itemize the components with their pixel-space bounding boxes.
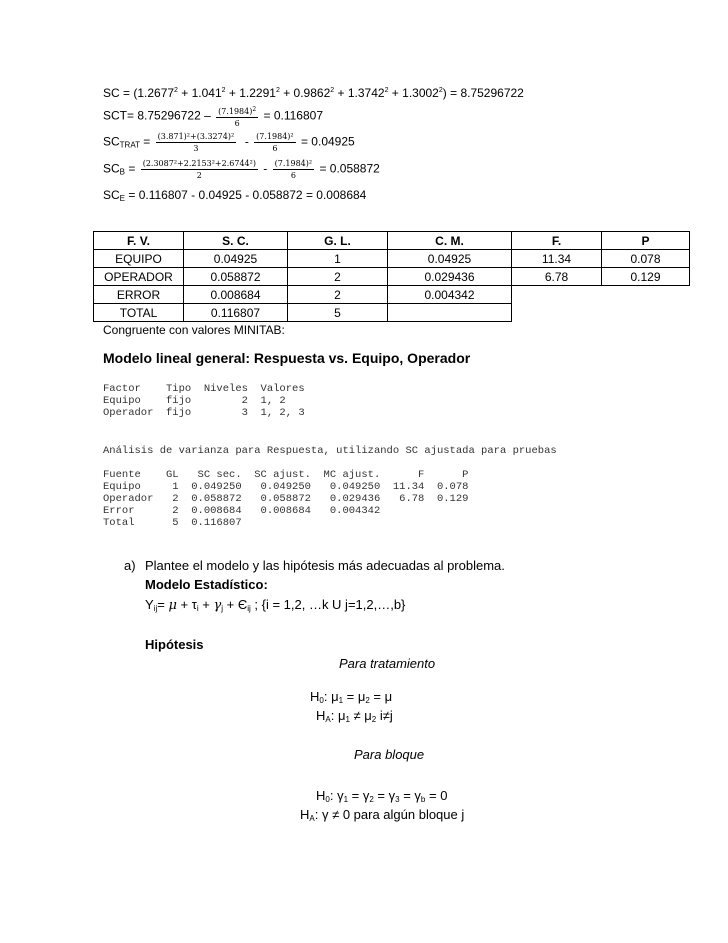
question-label: a) [124, 558, 136, 573]
table-cell: 1 [288, 250, 388, 268]
table-cell: 0.029436 [388, 268, 512, 286]
anova-table [93, 231, 690, 322]
scb-fraction-2: $\frac{\text{(7.1984)²}}{6}$ [274, 159, 313, 180]
table-cell: 2 [288, 286, 388, 304]
scb-fraction-1: $\frac{\text{(2.3087²+2.2153²+2.6744²)}}{2}$ [142, 159, 256, 180]
congruente-note: Congruente con valores MINITAB: [103, 323, 285, 337]
table-header: C. M. [388, 232, 512, 250]
ha-bloque: $H_A$: γ ≠ 0 para algún bloque j [300, 807, 465, 823]
table-cell: OPERADOR [94, 268, 184, 286]
table-cell [512, 304, 602, 322]
table-cell: 0.004342 [388, 286, 512, 304]
table-cell: EQUIPO [94, 250, 184, 268]
sctrat-fraction-2: $\frac{\text{(7.1984)²}}{6}$ [256, 132, 294, 153]
table-cell: 0.078 [602, 250, 690, 268]
model-equation: $Y_{ij}= \mu + \tau_i + \gamma_j + Є_{ij}$ ; {i = 1,2, …k U j=1,2,…,b} [145, 597, 406, 613]
table-cell: 0.04925 [184, 250, 288, 268]
table-cell: 5 [288, 304, 388, 322]
h0-tratamiento: $H_0$: $\mu_1 = \mu_2 = \mu$ [310, 689, 393, 705]
table-cell: 6.78 [512, 268, 602, 286]
sc-prefix: SC = (1.2677 [103, 86, 175, 100]
table-cell [512, 286, 602, 304]
bloque-heading: Para bloque [354, 747, 425, 762]
table-row [94, 304, 690, 322]
ha-tratamiento: $H_A$: $\mu_1 \ne \mu_2$ i≠j [316, 708, 393, 724]
table-cell: ERROR [94, 286, 184, 304]
table-cell: TOTAL [94, 304, 184, 322]
sctrat-line: $SC_{TRAT}$ = $\frac{\text{(3.871)²+(3.3274)²}}{3}$ - $\frac{\text{(7.1984)²}}{6}$ = 0.04925 [103, 132, 355, 153]
sc-total-line: SC = $(1.2677^2 + 1.041^2 + 1.2291^2 + 0.9862^2 + 1.3742^2 + 1.3002^2) = 8.75296722$ [103, 86, 524, 100]
table-cell [602, 304, 690, 322]
tratamiento-heading: Para tratamiento [339, 656, 436, 671]
table-header: P [602, 232, 690, 250]
table-row [94, 286, 690, 304]
table-header: F. [512, 232, 602, 250]
model-heading: Modelo Estadístico: [145, 577, 268, 592]
sce-line: $SC_E = 0.116807 - 0.04925 - 0.058872 = 0.008684$ [103, 188, 367, 203]
table-cell: 0.058872 [184, 268, 288, 286]
table-cell: 0.129 [602, 268, 690, 286]
table-cell [602, 286, 690, 304]
sct-fraction: $\frac{(7.1984)^2}{6}$ [218, 106, 257, 128]
question-text: Plantee el modelo y las hipótesis más adecuadas al problema. [145, 558, 505, 573]
sct-line: SCT= 8.75296722 – $\frac{(7.1984)^2}{6}$ = 0.116807 [103, 106, 324, 128]
h0-bloque: $H_0$: $\gamma_1 = \gamma_2 = \gamma_3 = \gamma_b = 0$ [316, 788, 448, 804]
table-cell: 0.116807 [184, 304, 288, 322]
minitab-anova-block: Fuente GL SC sec. SC ajust. MC ajust. F P Equipo 1 0.049250 0.049250 0.049250 11.34 0.078 Operador 2 0.058872 0.058872 0.029436 6.78 0.129 Error 2 0.008684 0.008684 0.004342 Total 5 0.116807 [103, 469, 469, 529]
table-header: S. C. [184, 232, 288, 250]
minitab-anova-title: Análisis de varianza para Respuesta, utilizando SC ajustada para pruebas [103, 445, 557, 457]
table-row [94, 268, 690, 286]
table-cell [388, 304, 512, 322]
table-cell: 11.34 [512, 250, 602, 268]
table-header-row [94, 232, 690, 250]
table-cell: 0.008684 [184, 286, 288, 304]
table-header: G. L. [288, 232, 388, 250]
table-row [94, 250, 690, 268]
sctrat-fraction-1: $\frac{\text{(3.871)²+(3.3274)²}}{3}$ [157, 132, 235, 153]
table-cell: 0.04925 [388, 250, 512, 268]
minitab-title: Modelo lineal general: Respuesta vs. Equipo, Operador [103, 350, 471, 366]
table-cell: 2 [288, 268, 388, 286]
scb-line: $SC_B$ = $\frac{\text{(2.3087²+2.2153²+2.6744²)}}{2}$ - $\frac{\text{(7.1984)²}}{6}$ = 0.058872 [103, 159, 380, 180]
hipotesis-heading: Hipótesis [145, 637, 204, 652]
minitab-factor-block: Factor Tipo Niveles Valores Equipo fijo 2 1, 2 Operador fijo 3 1, 2, 3 [103, 383, 305, 419]
table-header: F. V. [94, 232, 184, 250]
